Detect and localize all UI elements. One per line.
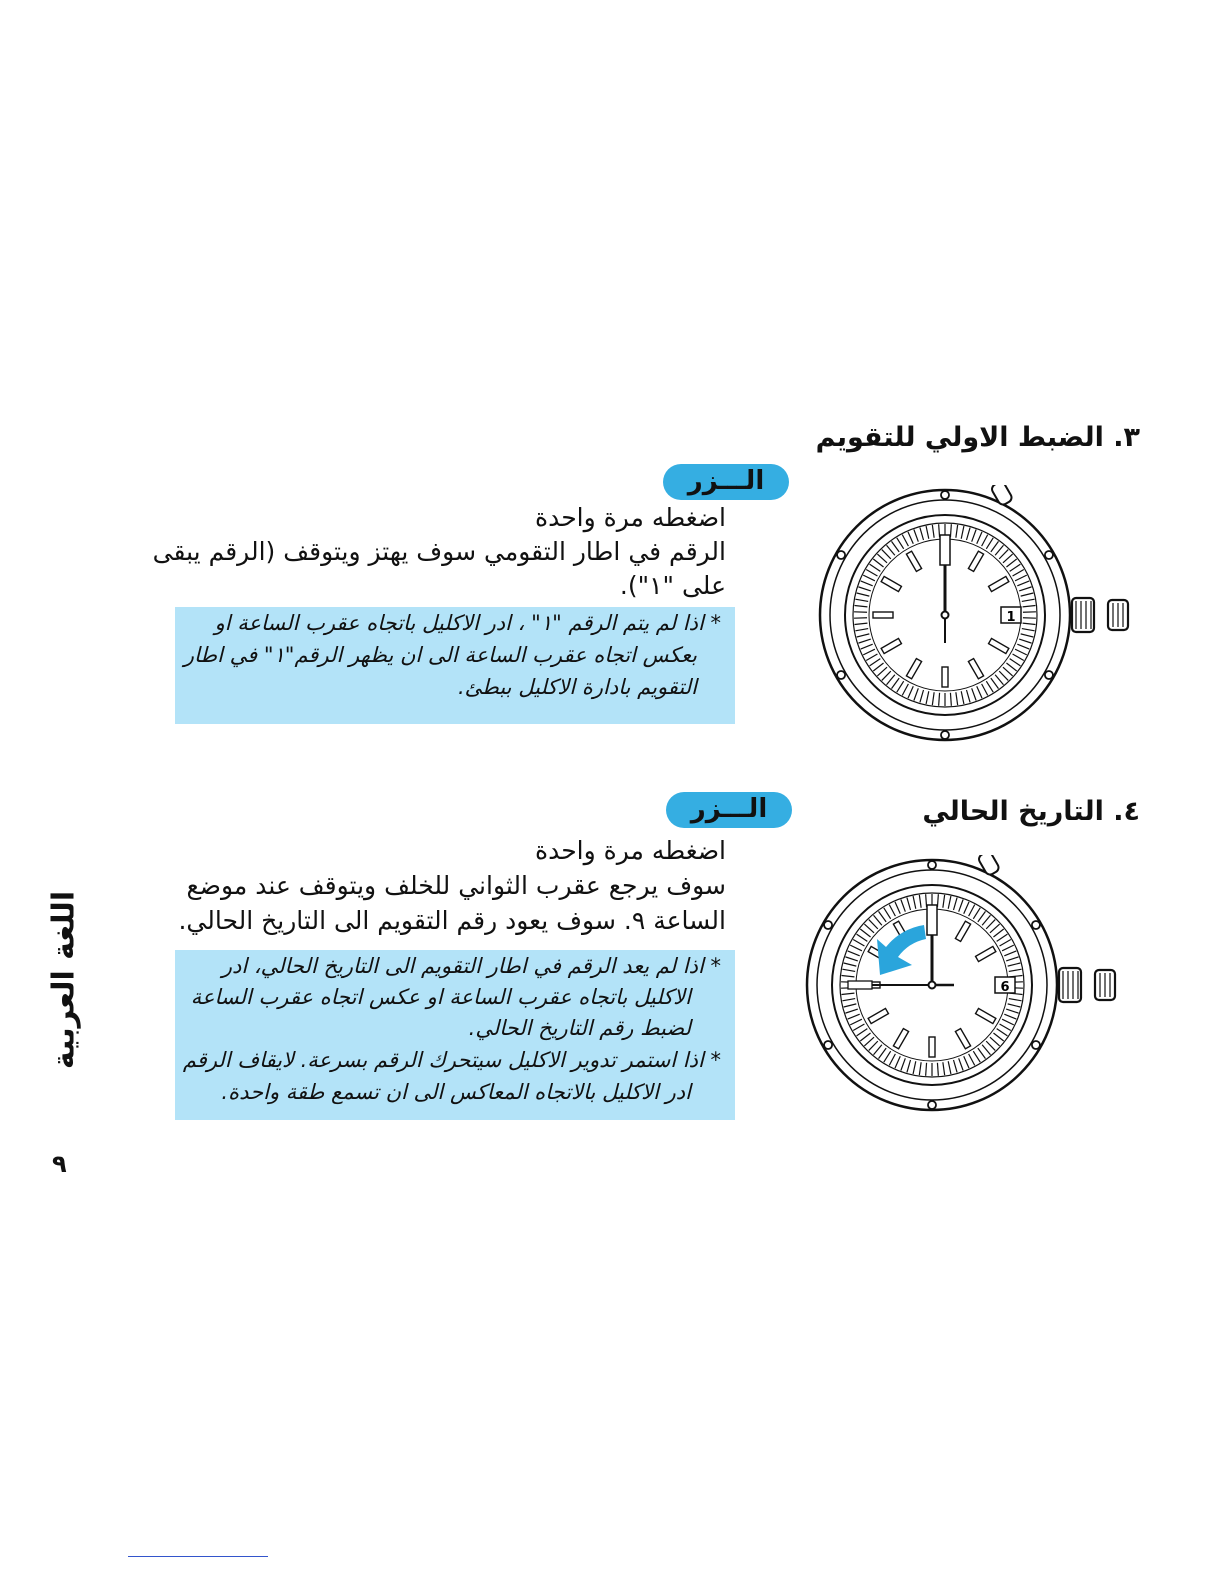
- bezel-tick: [908, 532, 913, 544]
- bezel-tick: [999, 671, 1008, 680]
- bezel-tick: [1004, 951, 1016, 956]
- bezel-tick: [990, 1037, 1000, 1046]
- bezel-screw: [837, 671, 845, 679]
- bezel-tick: [919, 895, 921, 908]
- bezel-tick: [969, 905, 975, 916]
- bezel-tick: [1019, 587, 1031, 591]
- bezel-tick: [855, 623, 868, 624]
- bezel-tick: [853, 940, 864, 947]
- bezel-tick: [882, 550, 891, 559]
- bezel-tick: [1013, 570, 1024, 577]
- bezel-tick: [901, 899, 905, 911]
- bezel-tick: [978, 1048, 986, 1059]
- bezel-tick: [961, 526, 964, 539]
- bezel-tick: [954, 898, 958, 910]
- bezel-tick: [961, 691, 964, 704]
- bezel-tick: [969, 1054, 975, 1065]
- watch-4-crown-2: [1095, 970, 1115, 1000]
- bezel-tick: [982, 684, 988, 695]
- bezel-tick: [845, 957, 857, 961]
- bezel-tick: [902, 535, 908, 546]
- language-side-label-text: اللغة العربية: [46, 890, 82, 1070]
- bezel-tick: [937, 1063, 938, 1076]
- bezel-tick: [956, 692, 958, 705]
- bezel-tick: [1017, 644, 1029, 649]
- bezel-tick: [869, 1041, 878, 1050]
- bezel-tick: [1015, 575, 1027, 581]
- watch-3-crown-2: [1108, 600, 1128, 630]
- bezel-tick: [913, 1061, 916, 1074]
- bezel-tick: [914, 529, 918, 541]
- bezel-screw: [928, 861, 936, 869]
- bezel-tick: [895, 902, 900, 914]
- hour-marker: [906, 551, 921, 571]
- hour-marker: [989, 638, 1009, 653]
- hour-marker: [929, 1037, 935, 1057]
- bezel-tick: [853, 1024, 864, 1031]
- section-4-note-line-5: ادر الاكليل بالاتجاه المعاكس الى ان تسمع طقة واحدة.: [221, 1080, 691, 1104]
- bezel-tick: [892, 678, 900, 689]
- page-number: ٩: [52, 1150, 67, 1178]
- bezel-tick: [897, 681, 904, 692]
- bezel-tick: [986, 1041, 995, 1050]
- bezel-tick: [884, 908, 891, 919]
- bezel-tick: [879, 911, 887, 922]
- bezel-tick: [866, 654, 877, 661]
- section-4-note-line-1: * اذا لم يعد الرقم في اطار التقويم الى التاريخ الحالي، ادر: [221, 954, 721, 978]
- bezel-tick: [907, 1060, 911, 1072]
- bezel-tick: [1002, 945, 1014, 951]
- section-3-note-line-1: * اذا لم يتم الرقم "١" ، ادر الاكليل باتجاه عقرب الساعة او: [214, 611, 721, 635]
- bezel-screw: [928, 1101, 936, 1109]
- hour-marker: [868, 1008, 888, 1023]
- bezel-tick: [982, 915, 990, 925]
- bezel-tick: [874, 915, 882, 925]
- hour-marker: [976, 1008, 996, 1023]
- bezel-tick: [1019, 639, 1031, 643]
- bezel-tick: [844, 1004, 857, 1007]
- bezel-tick: [995, 545, 1003, 555]
- watch-4-crown-1: [1059, 968, 1081, 1002]
- section-3-note-line-2: بعكس اتجاه عقرب الساعة الى ان يظهر الرقم"١" في اطار: [183, 643, 697, 667]
- section-3-step-line-1: اضغطه مرة واحدة: [534, 503, 726, 532]
- bezel-tick: [882, 671, 891, 680]
- bezel-tick: [959, 1058, 963, 1070]
- bezel-tick: [1013, 654, 1024, 661]
- hour-marker: [893, 1029, 908, 1049]
- hour-marker: [989, 576, 1009, 591]
- watch-4-date: 6: [1000, 980, 1010, 995]
- bezel-tick: [877, 554, 887, 563]
- bezel-tick: [1023, 605, 1036, 606]
- bezel-tick: [986, 681, 993, 692]
- bezel-tick: [1006, 1009, 1018, 1013]
- bezel-tick: [860, 1033, 870, 1041]
- bezel-tick: [943, 1062, 945, 1075]
- bezel-tick: [913, 896, 916, 909]
- section-4-heading: ٤. التاريخ الحالي: [922, 796, 1140, 827]
- hour-marker: [881, 638, 901, 653]
- bezel-screw: [941, 491, 949, 499]
- bezel-tick: [897, 538, 904, 549]
- section-4-step-line-3: الساعة ٩. سوف يعود رقم التقويم الى التاريخ الحالي.: [178, 906, 726, 935]
- bezel-tick: [861, 581, 873, 586]
- bezel-tick: [991, 541, 999, 552]
- bezel-tick: [889, 1054, 895, 1065]
- bezel-tick: [943, 895, 945, 908]
- watch-4-body: [807, 855, 1115, 1110]
- bezel-tick: [848, 1014, 860, 1019]
- bezel-screw: [1045, 671, 1053, 679]
- bezel-tick: [982, 1045, 990, 1055]
- bezel-tick: [860, 929, 870, 937]
- hour-marker: [906, 659, 921, 679]
- bezel-tick: [857, 593, 870, 596]
- bezel-tick: [1003, 554, 1013, 563]
- section-3-step-line-2: الرقم في اطار التقومي سوف يهتز ويتوقف (الرقم يبقى: [152, 537, 726, 566]
- bezel-screw: [1032, 1041, 1040, 1049]
- bezel-tick: [877, 667, 887, 676]
- bezel-tick: [855, 605, 868, 606]
- bezel-tick: [864, 1037, 874, 1046]
- bezel-tick: [1023, 623, 1036, 624]
- bezel-tick: [1015, 649, 1027, 655]
- bezel-tick: [869, 920, 878, 929]
- bezel-tick: [932, 525, 934, 538]
- bezel-tick: [914, 688, 918, 700]
- bezel-tick: [948, 896, 951, 909]
- bezel-tick: [873, 663, 883, 671]
- bezel-tick: [956, 525, 958, 538]
- watch-illustration-section-4: [802, 855, 1142, 1115]
- hour-marker: [955, 921, 970, 941]
- bezel-tick: [908, 686, 913, 698]
- bezel-tick: [848, 951, 860, 956]
- bezel-tick: [902, 684, 908, 695]
- bezel-screw: [1032, 921, 1040, 929]
- bezel-tick: [919, 1062, 921, 1075]
- language-side-label: [34, 890, 94, 1070]
- watch-3-crown-1: [1072, 598, 1094, 632]
- bezel-tick: [1017, 581, 1029, 586]
- bezel-tick: [892, 541, 900, 552]
- bezel-tick: [842, 999, 855, 1001]
- bezel-tick: [873, 559, 883, 567]
- bezel-tick: [939, 693, 940, 706]
- section-4-step-line-1: اضغطه مرة واحدة: [534, 836, 726, 865]
- bezel-tick: [991, 678, 999, 689]
- bezel-tick: [1000, 940, 1011, 947]
- watch-3-body: [820, 485, 1128, 740]
- watch-illustration-section-3: [815, 485, 1145, 745]
- bezel-tick: [986, 538, 993, 549]
- section-3-button-label: الـــزر: [663, 464, 789, 500]
- bezel-tick: [1010, 659, 1021, 666]
- section-4-note-line-4: * اذا استمر تدوير الاكليل سيتحرك الرقم بسرعة. لايقاف الرقم: [182, 1048, 721, 1072]
- bezel-tick: [997, 934, 1008, 941]
- bezel-tick: [1009, 969, 1022, 971]
- bezel-tick: [855, 599, 868, 601]
- bezel-tick: [964, 1056, 969, 1068]
- bezel-tick: [978, 911, 986, 922]
- section-4-step-line-2: سوف يرجع عقرب الثواني للخلف ويتوقف عند موضع: [186, 871, 726, 900]
- bezel-tick: [1022, 629, 1035, 631]
- bezel-tick: [1022, 599, 1035, 601]
- bezel-tick: [972, 529, 976, 541]
- hour-marker: [873, 612, 893, 618]
- bezel-tick: [967, 690, 971, 702]
- bezel-tick: [858, 587, 870, 591]
- bezel-tick: [850, 945, 862, 951]
- bezel-tick: [1008, 963, 1021, 966]
- bezel-tick: [1002, 1019, 1014, 1025]
- bezel-tick: [879, 1048, 887, 1059]
- bezel-tick: [907, 898, 911, 910]
- bezel-tick: [982, 535, 988, 546]
- bezel-tick: [973, 908, 980, 919]
- bezel-tick: [1021, 593, 1034, 596]
- bezel-tick: [926, 526, 929, 539]
- section-3-note-line-3: التقويم بادارة الاكليل ببطئ.: [457, 675, 697, 699]
- bezel-tick: [950, 693, 951, 706]
- hour-marker: [881, 576, 901, 591]
- bezel-tick: [959, 899, 963, 911]
- bezel-tick: [1021, 634, 1034, 637]
- bezel-tick: [1010, 564, 1021, 571]
- bezel-tick: [932, 692, 934, 705]
- bezel-tick: [901, 1058, 905, 1070]
- bezel-tick: [845, 1009, 857, 1013]
- bezel-tick: [842, 975, 855, 976]
- footer-rule: [128, 1556, 268, 1557]
- bezel-tick: [1003, 667, 1013, 676]
- bezel-tick: [887, 545, 895, 555]
- bezel-tick: [889, 905, 895, 916]
- hour-marker: [955, 1029, 970, 1049]
- bezel-tick: [855, 629, 868, 631]
- bezel-tick: [977, 686, 982, 698]
- bezel-screw: [837, 551, 845, 559]
- bezel-tick: [920, 528, 924, 540]
- bezel-tick: [864, 924, 874, 933]
- bezel-tick: [861, 644, 873, 649]
- section-4-button-label: الـــزر: [666, 792, 792, 828]
- bezel-screw: [1045, 551, 1053, 559]
- bezel-tick: [895, 1056, 900, 1068]
- bezel-tick: [884, 1051, 891, 1062]
- hour-marker: [942, 667, 948, 687]
- bezel-tick: [842, 969, 855, 971]
- bezel-tick: [964, 902, 969, 914]
- bezel-tick: [948, 1061, 951, 1074]
- bezel-tick: [863, 649, 875, 655]
- bezel-tick: [842, 993, 855, 994]
- bezel-screw: [941, 731, 949, 739]
- bezel-screw: [824, 1041, 832, 1049]
- bezel-tick: [874, 1045, 882, 1055]
- watch-3-date: 1: [1006, 610, 1016, 625]
- bezel-screw: [824, 921, 832, 929]
- bezel-tick: [857, 934, 868, 941]
- bezel-tick: [1004, 1014, 1016, 1019]
- bezel-tick: [954, 1060, 958, 1072]
- bezel-tick: [1008, 1004, 1021, 1007]
- bezel-tick: [1006, 559, 1016, 567]
- bezel-tick: [870, 659, 881, 666]
- bezel-tick: [857, 1029, 868, 1036]
- bezel-tick: [926, 1063, 927, 1076]
- bezel-tick: [887, 675, 895, 685]
- bezel-tick: [997, 1029, 1008, 1036]
- bezel-tick: [870, 564, 881, 571]
- section-4-note-line-3: لضبط رقم التاريخ الحالي.: [468, 1016, 691, 1040]
- bezel-tick: [986, 920, 995, 929]
- bezel-tick: [858, 639, 870, 643]
- bezel-tick: [866, 570, 877, 577]
- hour-marker: [968, 659, 983, 679]
- bezel-tick: [857, 634, 870, 637]
- bezel-tick: [1000, 1024, 1011, 1031]
- hour-marker: [976, 946, 996, 961]
- bezel-tick: [1006, 663, 1016, 671]
- section-3-step-line-3: على "١").: [619, 571, 726, 600]
- bezel-tick: [972, 688, 976, 700]
- bezel-tick: [844, 963, 857, 966]
- bezel-tick: [1006, 957, 1018, 961]
- bezel-tick: [926, 691, 929, 704]
- bezel-tick: [993, 929, 1003, 937]
- bezel-tick: [999, 550, 1008, 559]
- bezel-tick: [920, 690, 924, 702]
- bezel-tick: [850, 1019, 862, 1025]
- bezel-tick: [977, 532, 982, 544]
- section-3-note-box: [175, 607, 735, 724]
- section-4-note-box: [175, 950, 735, 1120]
- bezel-tick: [995, 675, 1003, 685]
- bezel-tick: [973, 1051, 980, 1062]
- bezel-tick: [990, 924, 1000, 933]
- bezel-tick: [993, 1033, 1003, 1041]
- bezel-tick: [863, 575, 875, 581]
- bezel-tick: [1009, 999, 1022, 1001]
- section-3-heading: ٣. الضبط الاولي للتقويم: [815, 422, 1140, 453]
- section-4-note-line-2: الاكليل باتجاه عقرب الساعة او عكس اتجاه عقرب الساعة: [190, 985, 691, 1009]
- bezel-tick: [967, 528, 971, 540]
- hour-marker: [968, 551, 983, 571]
